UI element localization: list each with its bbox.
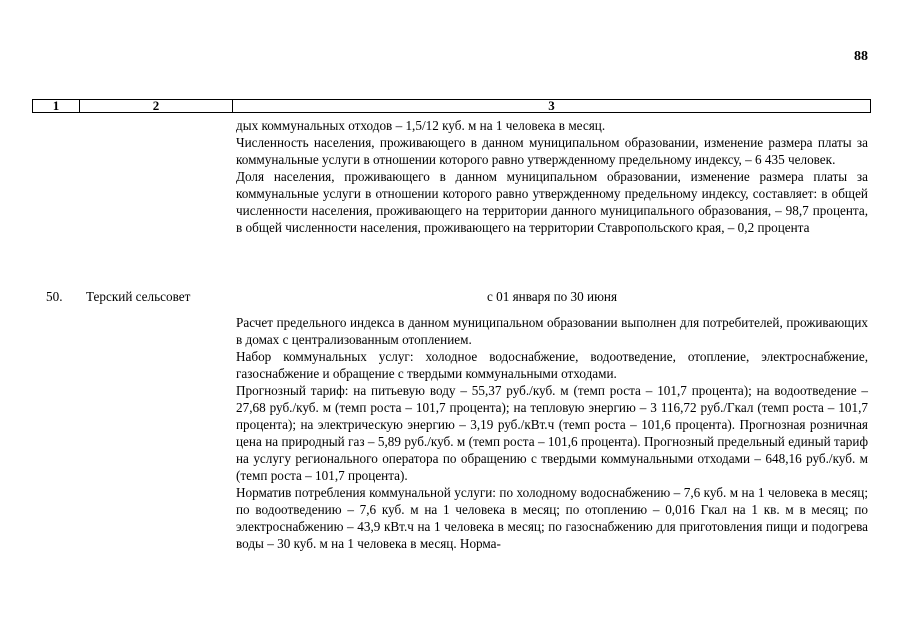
table-header-row (32, 99, 871, 113)
page-number: 88 (854, 49, 868, 64)
entry-text (236, 314, 868, 552)
paragraph: Набор коммунальных услуг: холодное водоснабжение, водоотведение, отопление, электроснабжение, газоснабжение и обращение с твердыми коммунальными отходами. (236, 349, 868, 381)
paragraph: Прогнозный тариф: на питьевую воду – 55,37 руб./куб. м (темп роста – 101,7 процента); на водоотведение – 27,68 руб./куб. м (темп роста – 101,7 процента); на тепловую энергию – 3 116,72 руб./Гкал (темп роста – 101,7 процента); на электрическую энергию – 3,19 руб./кВт.ч (темп роста – 101,6 процента). Прогнозная розничная цена на природный газ – 5,89 руб./куб. м (темп роста – 101,6 процента). Прогнозный предельный единый тариф на услугу регионального оператора по обращению с твердыми коммунальными отходами – 648,16 руб./куб. м (темп роста – 101,7 процента). (236, 383, 868, 483)
entry-number: 50. (46, 289, 63, 304)
paragraph: дых коммунальных отходов – 1,5/12 куб. м на 1 человека в месяц. (236, 118, 606, 133)
column-header-3: 3 (548, 98, 555, 113)
paragraph: Численность населения, проживающего в данном муниципальном образовании, изменение размера платы за коммунальные услуги в отношении которого равно утвержденному предельному индексу, – 6 435 человек. (236, 135, 868, 167)
entry-name: Терский сельсовет (86, 289, 191, 304)
continuation-text (236, 117, 868, 236)
column-header-2: 2 (80, 100, 233, 112)
paragraph: Расчет предельного индекса в данном муниципальном образовании выполнен для потребителей, проживающих в домах с централизованным отоплением. (236, 315, 868, 347)
paragraph: Доля населения, проживающего в данном муниципальном образовании, изменение размера платы за коммунальные услуги в отношении которого равно утвержденному предельному индексу, составляет: в общей численности населения, проживающего на территории данного муниципального образования, – 98,7 процента, в общей численности населения, проживающего на территории Ставропольского края, – 0,2 процента (236, 169, 868, 235)
column-header-1: 1 (33, 100, 80, 112)
entry-period: с 01 января по 30 июня (486, 289, 618, 304)
paragraph: Норматив потребления коммунальной услуги: по холодному водоснабжению – 7,6 куб. м на 1 человека в месяц; по водоотведению – 7,6 куб. м на 1 человека в месяц; по отоплению – 0,016 Гкал на 1 кв. м в месяц; по электроснабжению – 43,9 кВт.ч на 1 человека в месяц; по газоснабжению для приготовления пищи и подогрева воды – 30 куб. м на 1 человека в месяц. Норма- (236, 485, 868, 551)
